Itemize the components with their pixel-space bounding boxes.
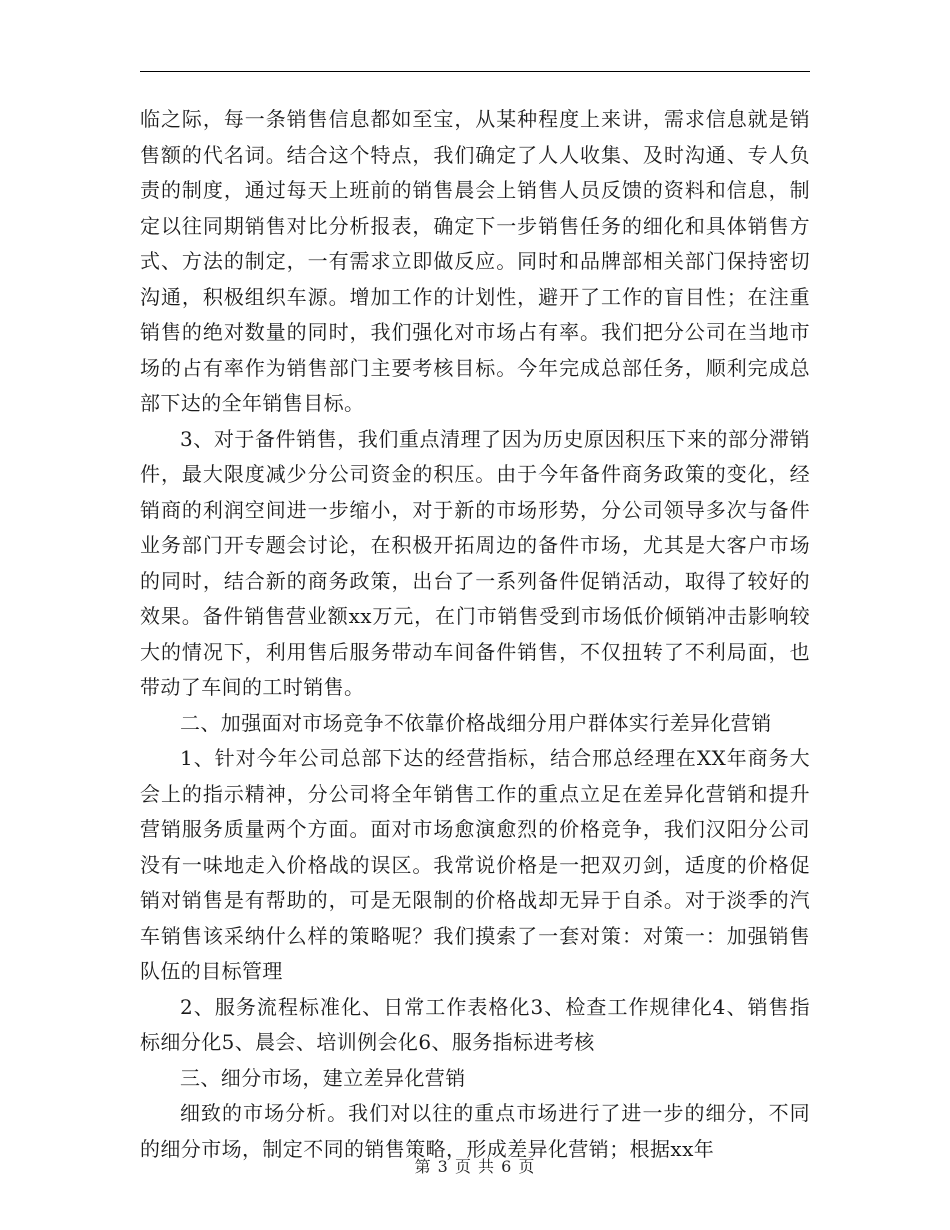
header-rule [140, 71, 810, 72]
paragraph-operating-targets: 1、针对今年公司总部下达的经营指标，结合邢总经理在XX年商务大会上的指示精神，分公司将全年销售工作的重点立足在差异化营销和提升营销服务质量两个方面。面对市场愈演愈烈的价格竞争，我们汉阳分公司没有一味地走入价格战的误区。我常说价格是一把双刃剑，适度的价格促销对销售是有帮助的，可是无限制的价格战却无异于自杀。对于淡季的汽车销售该采纳什么样的策略呢？我们摸索了一套对策：对策一：加强销售队伍的目标管理 [140, 746, 810, 983]
paragraph-service-standards: 2、服务流程标准化、日常工作表格化3、检查工作规律化4、销售指标细分化5、晨会、培训例会化6、服务指标进考核 [140, 994, 810, 1054]
paragraph-continued: 临之际，每一条销售信息都如至宝，从某种程度上来讲，需求信息就是销售额的代名词。结合这个特点，我们确定了人人收集、及时沟通、专人负责的制度，通过每天上班前的销售晨会上销售人员反馈的资料和信息，制定以往同期销售对比分析报表，确定下一步销售任务的细化和具体销售方式、方法的制定，一有需求立即做反应。同时和品牌部相关部门保持密切沟通，积极组织车源。增加工作的计划性，避开了工作的盲目性；在注重销售的绝对数量的同时，我们强化对市场占有率。我们把分公司在当地市场的占有率作为销售部门主要考核目标。今年完成总部任务，顺利完成总部下达的全年销售目标。 [140, 107, 810, 415]
document-body [140, 102, 810, 1167]
section-heading-3: 三、细分市场，建立差异化营销 [180, 1065, 466, 1090]
section-heading-2: 二、加强面对市场竞争不依靠价格战细分用户群体实行差异化营销 [180, 710, 772, 735]
paragraph-parts-sales: 3、对于备件销售，我们重点清理了因为历史原因积压下来的部分滞销件，最大限度减少分公司资金的积压。由于今年备件商务政策的变化，经销商的利润空间进一步缩小，对于新的市场形势，分公司领导多次与备件业务部门开专题会讨论，在积极开拓周边的备件市场，尤其是大客户市场的同时，结合新的商务政策，出台了一系列备件促销活动，取得了较好的效果。备件销售营业额xx万元，在门市销售受到市场低价倾销冲击影响较大的情况下，利用售后服务带动车间备件销售，不仅扭转了不利局面，也带动了车间的工时销售。 [140, 426, 810, 699]
paragraph-market-analysis: 细致的市场分析。我们对以往的重点市场进行了进一步的细分，不同的细分市场，制定不同的销售策略，形成差异化营销；根据xx年 [140, 1101, 810, 1161]
page-number: 第 3 页 共 6 页 [414, 1157, 536, 1176]
